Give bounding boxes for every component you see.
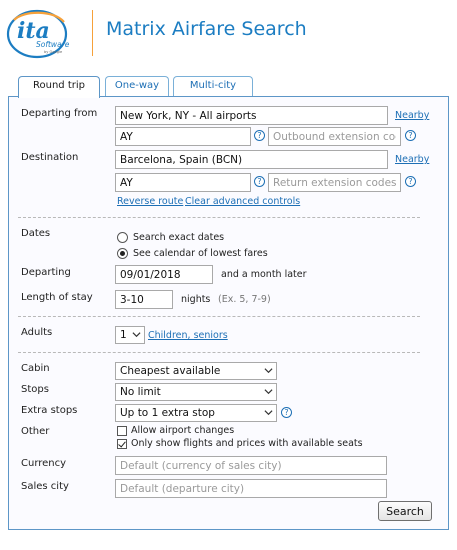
currency-label: Currency — [21, 458, 67, 469]
logo-byline: by Google — [44, 50, 63, 54]
sales-city-label: Sales city — [21, 481, 69, 492]
adults-select[interactable] — [115, 326, 145, 344]
clear-advanced-controls-link[interactable]: Clear advanced controls — [185, 196, 301, 207]
stops-select-value: No limit — [120, 386, 161, 398]
section-divider — [18, 217, 420, 218]
return-extension-input[interactable] — [268, 173, 401, 192]
tab-multi-city[interactable]: Multi-city — [173, 76, 253, 96]
outbound-extension-input[interactable] — [268, 127, 401, 146]
stops-label: Stops — [21, 384, 49, 395]
reverse-route-link[interactable]: Reverse route — [117, 196, 184, 207]
calendar-lowest-fares-label: See calendar of lowest fares — [133, 248, 268, 259]
return-airline-code-input[interactable] — [115, 173, 251, 192]
available-seats-checkbox[interactable] — [117, 439, 127, 449]
outbound-airline-code-input[interactable] — [115, 127, 251, 146]
departing-from-label: Departing from — [21, 108, 98, 119]
page-title: Matrix Airfare Search — [106, 18, 307, 40]
cabin-label: Cabin — [21, 363, 50, 374]
cabin-select[interactable] — [115, 362, 277, 380]
tab-one-way[interactable]: One-way — [105, 76, 169, 96]
length-of-stay-input[interactable] — [115, 290, 173, 309]
sales-city-input[interactable] — [115, 479, 387, 498]
section-divider — [18, 316, 420, 317]
ita-software-logo — [6, 8, 72, 60]
chevron-down-icon — [264, 408, 273, 417]
destination-label: Destination — [21, 152, 79, 163]
date-range-hint: and a month later — [221, 269, 307, 280]
departing-date-input[interactable] — [115, 265, 213, 284]
currency-input[interactable] — [115, 456, 387, 475]
help-icon[interactable]: ? — [254, 130, 265, 141]
tab-round-trip[interactable]: Round trip — [18, 76, 100, 98]
children-seniors-link[interactable]: Children, seniors — [148, 330, 228, 341]
cabin-select-value: Cheapest available — [120, 365, 221, 377]
dates-label: Dates — [21, 228, 51, 239]
origin-nearby-link[interactable]: Nearby — [395, 110, 430, 121]
stops-select[interactable] — [115, 383, 277, 401]
extra-stops-select-value: Up to 1 extra stop — [120, 407, 215, 419]
other-label: Other — [21, 426, 50, 437]
origin-input[interactable] — [115, 106, 388, 125]
departing-label: Departing — [21, 267, 71, 278]
chevron-down-icon — [264, 366, 273, 375]
allow-airport-changes-checkbox[interactable] — [117, 426, 127, 436]
adults-select-value: 1 — [120, 329, 127, 341]
help-icon[interactable]: ? — [254, 176, 265, 187]
search-button[interactable]: Search — [378, 501, 432, 521]
chevron-down-icon — [264, 387, 273, 396]
calendar-lowest-fares-radio[interactable] — [117, 248, 128, 259]
section-divider — [18, 352, 420, 353]
header-divider — [92, 10, 93, 56]
allow-airport-changes-label: Allow airport changes — [131, 425, 235, 436]
available-seats-label: Only show flights and prices with available seats — [131, 438, 363, 449]
logo-software-text: Software — [36, 40, 70, 49]
length-of-stay-label: Length of stay — [21, 292, 93, 303]
extra-stops-select[interactable] — [115, 404, 277, 422]
extra-stops-label: Extra stops — [21, 405, 78, 416]
help-icon[interactable]: ? — [281, 407, 292, 418]
exact-dates-radio[interactable] — [117, 232, 128, 243]
help-icon[interactable]: ? — [405, 130, 416, 141]
destination-input[interactable] — [115, 150, 388, 169]
adults-label: Adults — [21, 327, 53, 338]
help-icon[interactable]: ? — [405, 176, 416, 187]
chevron-down-icon — [132, 330, 141, 339]
destination-nearby-link[interactable]: Nearby — [395, 154, 430, 165]
length-of-stay-example: (Ex. 5, 7-9) — [218, 294, 271, 305]
nights-label: nights — [181, 294, 211, 305]
logo-mark: ita — [17, 18, 50, 44]
exact-dates-label: Search exact dates — [133, 232, 225, 243]
